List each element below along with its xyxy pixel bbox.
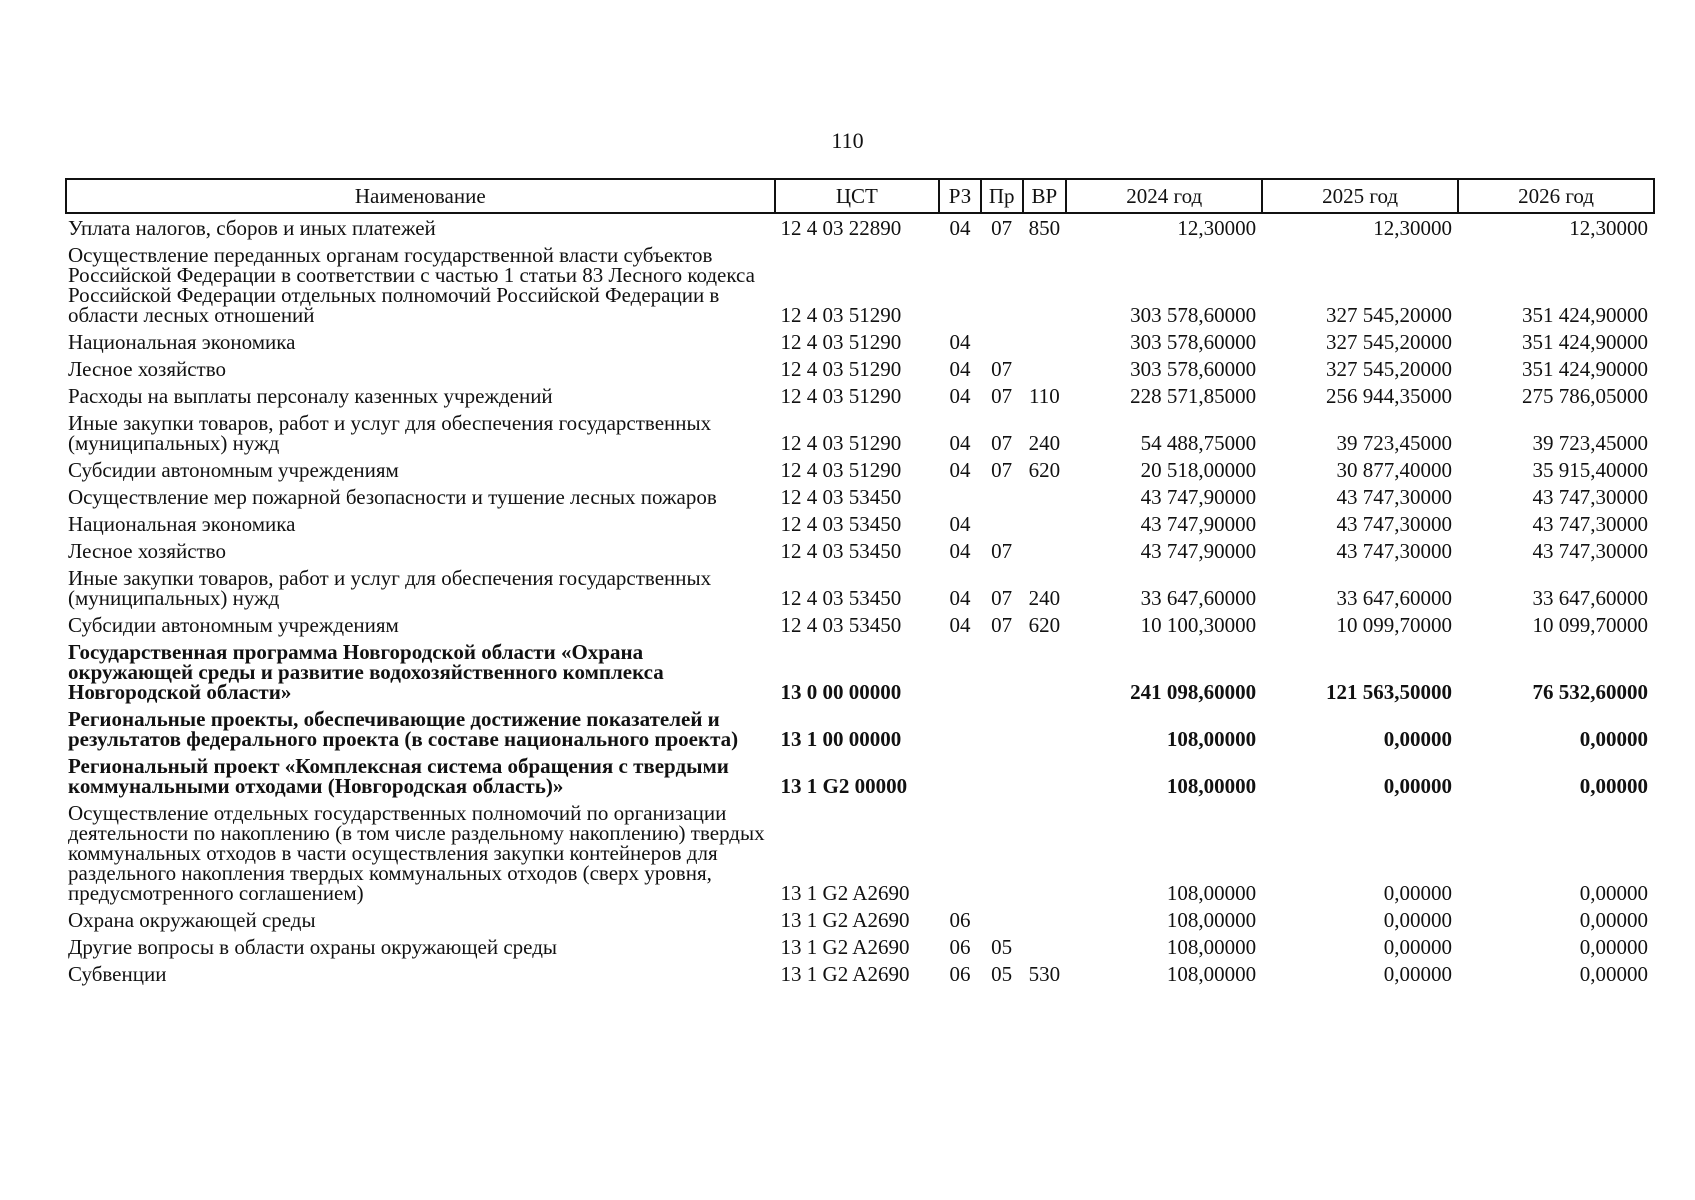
row-name: Субсидии автономным учреждениям (68, 613, 399, 637)
header-2026: 2026 год (1458, 179, 1654, 213)
row-rz: 04 (949, 384, 971, 408)
row-code: 12 4 03 53450 (780, 586, 902, 610)
header-row (66, 179, 1654, 213)
row-rz (939, 483, 981, 510)
row-value-2025: 12,30000 (1373, 216, 1453, 240)
row-pr: 05 (991, 962, 1013, 986)
table-row (66, 799, 1654, 906)
row-vr (1023, 510, 1067, 537)
row-vr (1023, 241, 1067, 328)
row-name: Иные закупки товаров, работ и услуг для обеспечения государственных (муниципальных) нужд (68, 566, 712, 610)
row-vr: 620 (1028, 458, 1061, 482)
row-value-2025: 0,00000 (1383, 727, 1453, 751)
row-code: 13 1 G2 00000 (780, 774, 908, 798)
row-name: Иные закупки товаров, работ и услуг для обеспечения государственных (муниципальных) нужд (68, 411, 712, 455)
row-value-2024: 43 747,90000 (1140, 512, 1257, 536)
row-vr: 240 (1028, 431, 1061, 455)
row-value-2025: 256 944,35000 (1326, 384, 1453, 408)
table-row (66, 564, 1654, 611)
row-pr: 07 (991, 539, 1013, 563)
row-vr (1023, 355, 1067, 382)
row-code: 12 4 03 51290 (780, 357, 902, 381)
budget-table (65, 178, 1655, 987)
row-pr (981, 241, 1023, 328)
header-vr: ВР (1023, 179, 1067, 213)
row-value-2025: 121 563,50000 (1326, 680, 1453, 704)
table-row (66, 213, 1654, 241)
row-vr: 850 (1028, 216, 1061, 240)
row-value-2024: 12,30000 (1177, 216, 1257, 240)
row-vr: 110 (1029, 384, 1060, 408)
row-vr: 620 (1028, 613, 1061, 637)
row-value-2024: 303 578,60000 (1130, 357, 1257, 381)
row-rz: 04 (949, 458, 971, 482)
row-name: Государственная программа Новгородской области «Охрана окружающей среды и развитие водохозяйственного комплекса Новгородской области» (68, 640, 664, 704)
table-row (66, 705, 1654, 752)
row-value-2026: 351 424,90000 (1522, 357, 1648, 381)
row-value-2025: 0,00000 (1383, 881, 1453, 905)
row-value-2025: 0,00000 (1383, 774, 1453, 798)
row-pr (981, 328, 1023, 355)
row-name: Национальная экономика (68, 512, 296, 536)
row-value-2025: 10 099,70000 (1336, 613, 1453, 637)
row-pr: 07 (991, 458, 1013, 482)
row-value-2025: 33 647,60000 (1336, 586, 1453, 610)
row-value-2024: 33 647,60000 (1140, 586, 1257, 610)
row-name: Субсидии автономным учреждениям (68, 458, 399, 482)
row-code: 12 4 03 51290 (780, 330, 902, 354)
table-row (66, 328, 1654, 355)
row-rz: 04 (949, 613, 971, 637)
row-name: Осуществление переданных органам государственной власти субъектов Российской Федерации в соответствии с частью 1 статьи 83 Лесного кодекса Российской Федерации отдельных полномочий Российской Федерации в области лесных отношений (68, 243, 755, 327)
row-name: Охрана окружающей среды (68, 908, 316, 932)
table-row (66, 752, 1654, 799)
row-value-2024: 10 100,30000 (1140, 613, 1257, 637)
row-name: Региональный проект «Комплексная система обращения с твердыми коммунальными отходами (Новгородская область)» (68, 754, 729, 798)
row-value-2026: 0,00000 (1579, 774, 1648, 798)
row-value-2026: 0,00000 (1579, 727, 1648, 751)
row-vr (1023, 638, 1067, 705)
row-code: 12 4 03 53450 (780, 512, 902, 536)
row-rz: 04 (949, 586, 971, 610)
row-value-2025: 0,00000 (1383, 935, 1453, 959)
row-rz: 04 (949, 539, 971, 563)
header-2024: 2024 год (1066, 179, 1262, 213)
row-rz: 06 (949, 962, 971, 986)
row-value-2024: 108,00000 (1166, 908, 1257, 932)
row-pr (981, 483, 1023, 510)
row-code: 13 1 G2 A2690 (780, 962, 910, 986)
row-pr: 07 (991, 431, 1013, 455)
table-row (66, 456, 1654, 483)
table-row (66, 355, 1654, 382)
row-name: Национальная экономика (68, 330, 296, 354)
row-rz: 06 (949, 908, 971, 932)
row-vr: 240 (1028, 586, 1061, 610)
row-rz (939, 638, 981, 705)
row-code: 12 4 03 53450 (780, 613, 902, 637)
row-code: 13 1 G2 A2690 (780, 881, 910, 905)
row-rz: 04 (949, 431, 971, 455)
row-value-2026: 351 424,90000 (1522, 330, 1648, 354)
row-code: 13 1 G2 A2690 (780, 908, 910, 932)
row-code: 12 4 03 51290 (780, 458, 902, 482)
row-value-2024: 228 571,85000 (1130, 384, 1257, 408)
row-name: Осуществление мер пожарной безопасности и тушение лесных пожаров (68, 485, 717, 509)
row-value-2024: 43 747,90000 (1140, 485, 1257, 509)
row-vr (1023, 705, 1067, 752)
table-row (66, 960, 1654, 987)
row-value-2024: 108,00000 (1166, 774, 1257, 798)
row-pr (981, 510, 1023, 537)
table-row (66, 638, 1654, 705)
row-value-2024: 54 488,75000 (1140, 431, 1257, 455)
row-value-2026: 0,00000 (1579, 935, 1648, 959)
row-code: 13 1 G2 A2690 (780, 935, 910, 959)
table-row (66, 906, 1654, 933)
table-row (66, 611, 1654, 638)
row-pr (981, 705, 1023, 752)
row-code: 12 4 03 51290 (780, 431, 902, 455)
row-value-2025: 327 545,20000 (1326, 303, 1453, 327)
row-value-2024: 108,00000 (1166, 881, 1257, 905)
row-name: Уплата налогов, сборов и иных платежей (68, 216, 436, 240)
header-rz: РЗ (939, 179, 981, 213)
row-vr (1023, 328, 1067, 355)
row-value-2026: 35 915,40000 (1532, 458, 1648, 482)
row-value-2025: 327 545,20000 (1326, 357, 1453, 381)
header-pr: Пр (981, 179, 1023, 213)
row-value-2025: 43 747,30000 (1336, 539, 1453, 563)
row-value-2025: 39 723,45000 (1336, 431, 1453, 455)
table-row (66, 510, 1654, 537)
row-value-2025: 43 747,30000 (1336, 485, 1453, 509)
row-name: Лесное хозяйство (68, 539, 226, 563)
row-value-2024: 303 578,60000 (1130, 330, 1257, 354)
row-value-2026: 43 747,30000 (1532, 485, 1648, 509)
row-pr (981, 638, 1023, 705)
row-code: 12 4 03 51290 (780, 303, 902, 327)
row-code: 12 4 03 51290 (780, 384, 902, 408)
row-value-2025: 43 747,30000 (1336, 512, 1453, 536)
row-value-2025: 0,00000 (1383, 908, 1453, 932)
row-value-2024: 108,00000 (1166, 962, 1257, 986)
table-row (66, 483, 1654, 510)
row-vr: 530 (1028, 962, 1061, 986)
row-value-2026: 10 099,70000 (1532, 613, 1648, 637)
row-value-2026: 76 532,60000 (1532, 680, 1648, 704)
row-pr: 07 (991, 613, 1013, 637)
row-value-2026: 0,00000 (1579, 962, 1648, 986)
row-pr: 07 (991, 357, 1013, 381)
row-value-2025: 30 877,40000 (1336, 458, 1453, 482)
row-value-2024: 108,00000 (1166, 727, 1257, 751)
row-value-2026: 351 424,90000 (1522, 303, 1648, 327)
row-value-2026: 33 647,60000 (1532, 586, 1648, 610)
row-value-2026: 0,00000 (1579, 908, 1648, 932)
page-number: 110 (831, 128, 864, 153)
row-value-2026: 43 747,30000 (1532, 512, 1648, 536)
row-code: 12 4 03 53450 (780, 485, 902, 509)
row-value-2024: 303 578,60000 (1130, 303, 1257, 327)
row-rz (939, 752, 981, 799)
row-vr (1023, 906, 1067, 933)
row-pr: 05 (991, 935, 1013, 959)
table-row (66, 933, 1654, 960)
row-rz: 04 (949, 216, 971, 240)
row-vr (1023, 537, 1067, 564)
row-name: Осуществление отдельных государственных полномочий по организации деятельности по накоплению (в том числе раздельному накоплению) твердых коммунальных отходов в части осуществления закупки контейнеров для раздельного накопления твердых коммунальных отходов (сверх уровня, предусмотренного соглашением) (68, 801, 765, 905)
row-vr (1023, 483, 1067, 510)
row-rz: 04 (949, 512, 971, 536)
row-rz: 04 (949, 357, 971, 381)
table-row (66, 382, 1654, 409)
row-code: 13 1 00 00000 (780, 727, 902, 751)
row-pr (981, 799, 1023, 906)
row-rz (939, 241, 981, 328)
row-pr: 07 (991, 384, 1013, 408)
row-value-2026: 39 723,45000 (1532, 431, 1648, 455)
row-pr: 07 (991, 216, 1013, 240)
header-2025: 2025 год (1262, 179, 1458, 213)
row-rz: 04 (949, 330, 971, 354)
row-code: 12 4 03 22890 (780, 216, 902, 240)
table-row (66, 409, 1654, 456)
row-name: Лесное хозяйство (68, 357, 226, 381)
row-rz (939, 799, 981, 906)
row-value-2025: 0,00000 (1383, 962, 1453, 986)
row-code: 12 4 03 53450 (780, 539, 902, 563)
row-pr: 07 (991, 586, 1013, 610)
row-value-2026: 275 786,05000 (1522, 384, 1648, 408)
row-pr (981, 752, 1023, 799)
header-name: Наименование (66, 179, 775, 213)
row-value-2026: 12,30000 (1569, 216, 1648, 240)
row-value-2024: 241 098,60000 (1130, 680, 1257, 704)
row-pr (981, 906, 1023, 933)
table-row (66, 537, 1654, 564)
row-value-2024: 108,00000 (1166, 935, 1257, 959)
row-value-2025: 327 545,20000 (1326, 330, 1453, 354)
row-name: Расходы на выплаты персоналу казенных учреждений (68, 384, 553, 408)
row-vr (1023, 799, 1067, 906)
row-value-2026: 43 747,30000 (1532, 539, 1648, 563)
row-rz (939, 705, 981, 752)
header-code: ЦСТ (775, 179, 940, 213)
row-vr (1023, 752, 1067, 799)
row-name: Субвенции (68, 962, 167, 986)
row-value-2024: 20 518,00000 (1140, 458, 1257, 482)
row-name: Другие вопросы в области охраны окружающей среды (68, 935, 557, 959)
row-value-2026: 0,00000 (1579, 881, 1648, 905)
table-body (66, 213, 1654, 987)
row-code: 13 0 00 00000 (780, 680, 902, 704)
row-vr (1023, 933, 1067, 960)
table-row (66, 241, 1654, 328)
row-rz: 06 (949, 935, 971, 959)
row-value-2024: 43 747,90000 (1140, 539, 1257, 563)
row-name: Региональные проекты, обеспечивающие достижение показателей и результатов федерального проекта (в составе национального проекта) (68, 707, 739, 751)
